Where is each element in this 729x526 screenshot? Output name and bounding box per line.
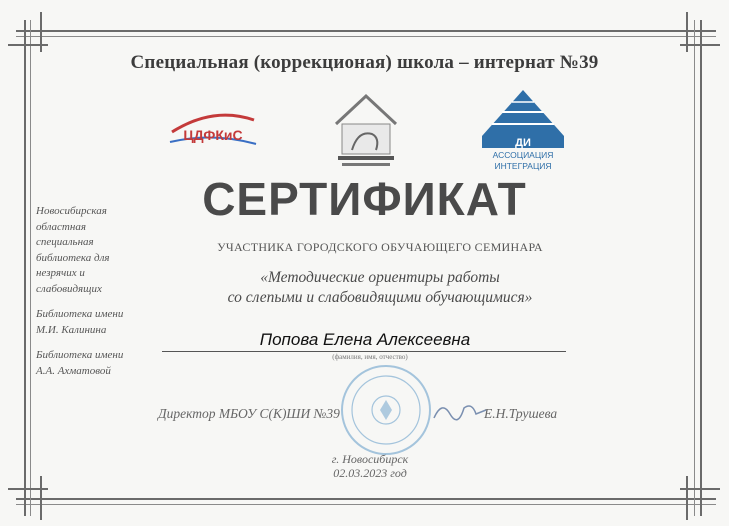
recipient-caption: (фамилия, имя, отчество) (332, 353, 408, 361)
director-title: Директор МБОУ С(К)ШИ №39 (158, 406, 340, 421)
certificate-title: СЕРТИФИКАТ (202, 173, 527, 225)
issue-date: 02.03.2023 год (333, 466, 407, 480)
issue-city: г. Новосибирск (331, 452, 409, 466)
partner-organizations (36, 204, 156, 389)
di-logo-icon (470, 88, 576, 172)
signature-icon (430, 398, 490, 424)
partner-org-1-line: слабовидящих (36, 282, 102, 295)
partner-org-2 (36, 307, 156, 338)
recipient-name: Попова Елена Алексеевна (259, 330, 471, 349)
partner-org-1-line: библиотека для (36, 251, 110, 264)
cdfk-logo-icon (168, 102, 258, 152)
seminar-theme (160, 268, 600, 308)
di-logo-line1: АССОЦИАЦИЯ (492, 150, 554, 160)
seminar-theme-line2: со слепыми и слабовидящими обучающимися» (227, 289, 533, 306)
di-logo-letters: ДИ (515, 137, 531, 149)
partner-org-1-line: Новосибирская (36, 205, 107, 217)
partner-org-2-line: М.И. Калинина (36, 323, 107, 336)
seminar-theme-line1: «Методические ориентиры работы (260, 269, 500, 286)
director-name: Е.Н.Трушева (484, 406, 558, 421)
partner-org-2-line: Библиотека имени (36, 308, 124, 320)
recipient-underline (162, 351, 566, 352)
school-header: Специальная (коррекционая) школа – интернат №39 (130, 52, 599, 73)
partner-org-3-line: А.А. Ахматовой (36, 364, 111, 377)
di-logo-line2: ИНТЕГРАЦИЯ (494, 161, 552, 171)
certificate-subtitle: УЧАСТНИКА ГОРОДСКОГО ОБУЧАЮЩЕГО СЕМИНАРА (217, 240, 543, 254)
cdfk-logo-text: ЦДФКиС (183, 127, 243, 143)
partner-org-1-line: специальная (36, 236, 94, 248)
partner-org-3 (36, 348, 156, 379)
center-logo-icon (328, 84, 404, 170)
partner-org-1-line: незрячих и (36, 267, 85, 279)
official-stamp-icon (338, 362, 434, 458)
partner-org-1 (36, 204, 156, 297)
partner-org-1-line: областная (36, 220, 86, 233)
partner-org-3-line: Библиотека имени (36, 349, 124, 361)
